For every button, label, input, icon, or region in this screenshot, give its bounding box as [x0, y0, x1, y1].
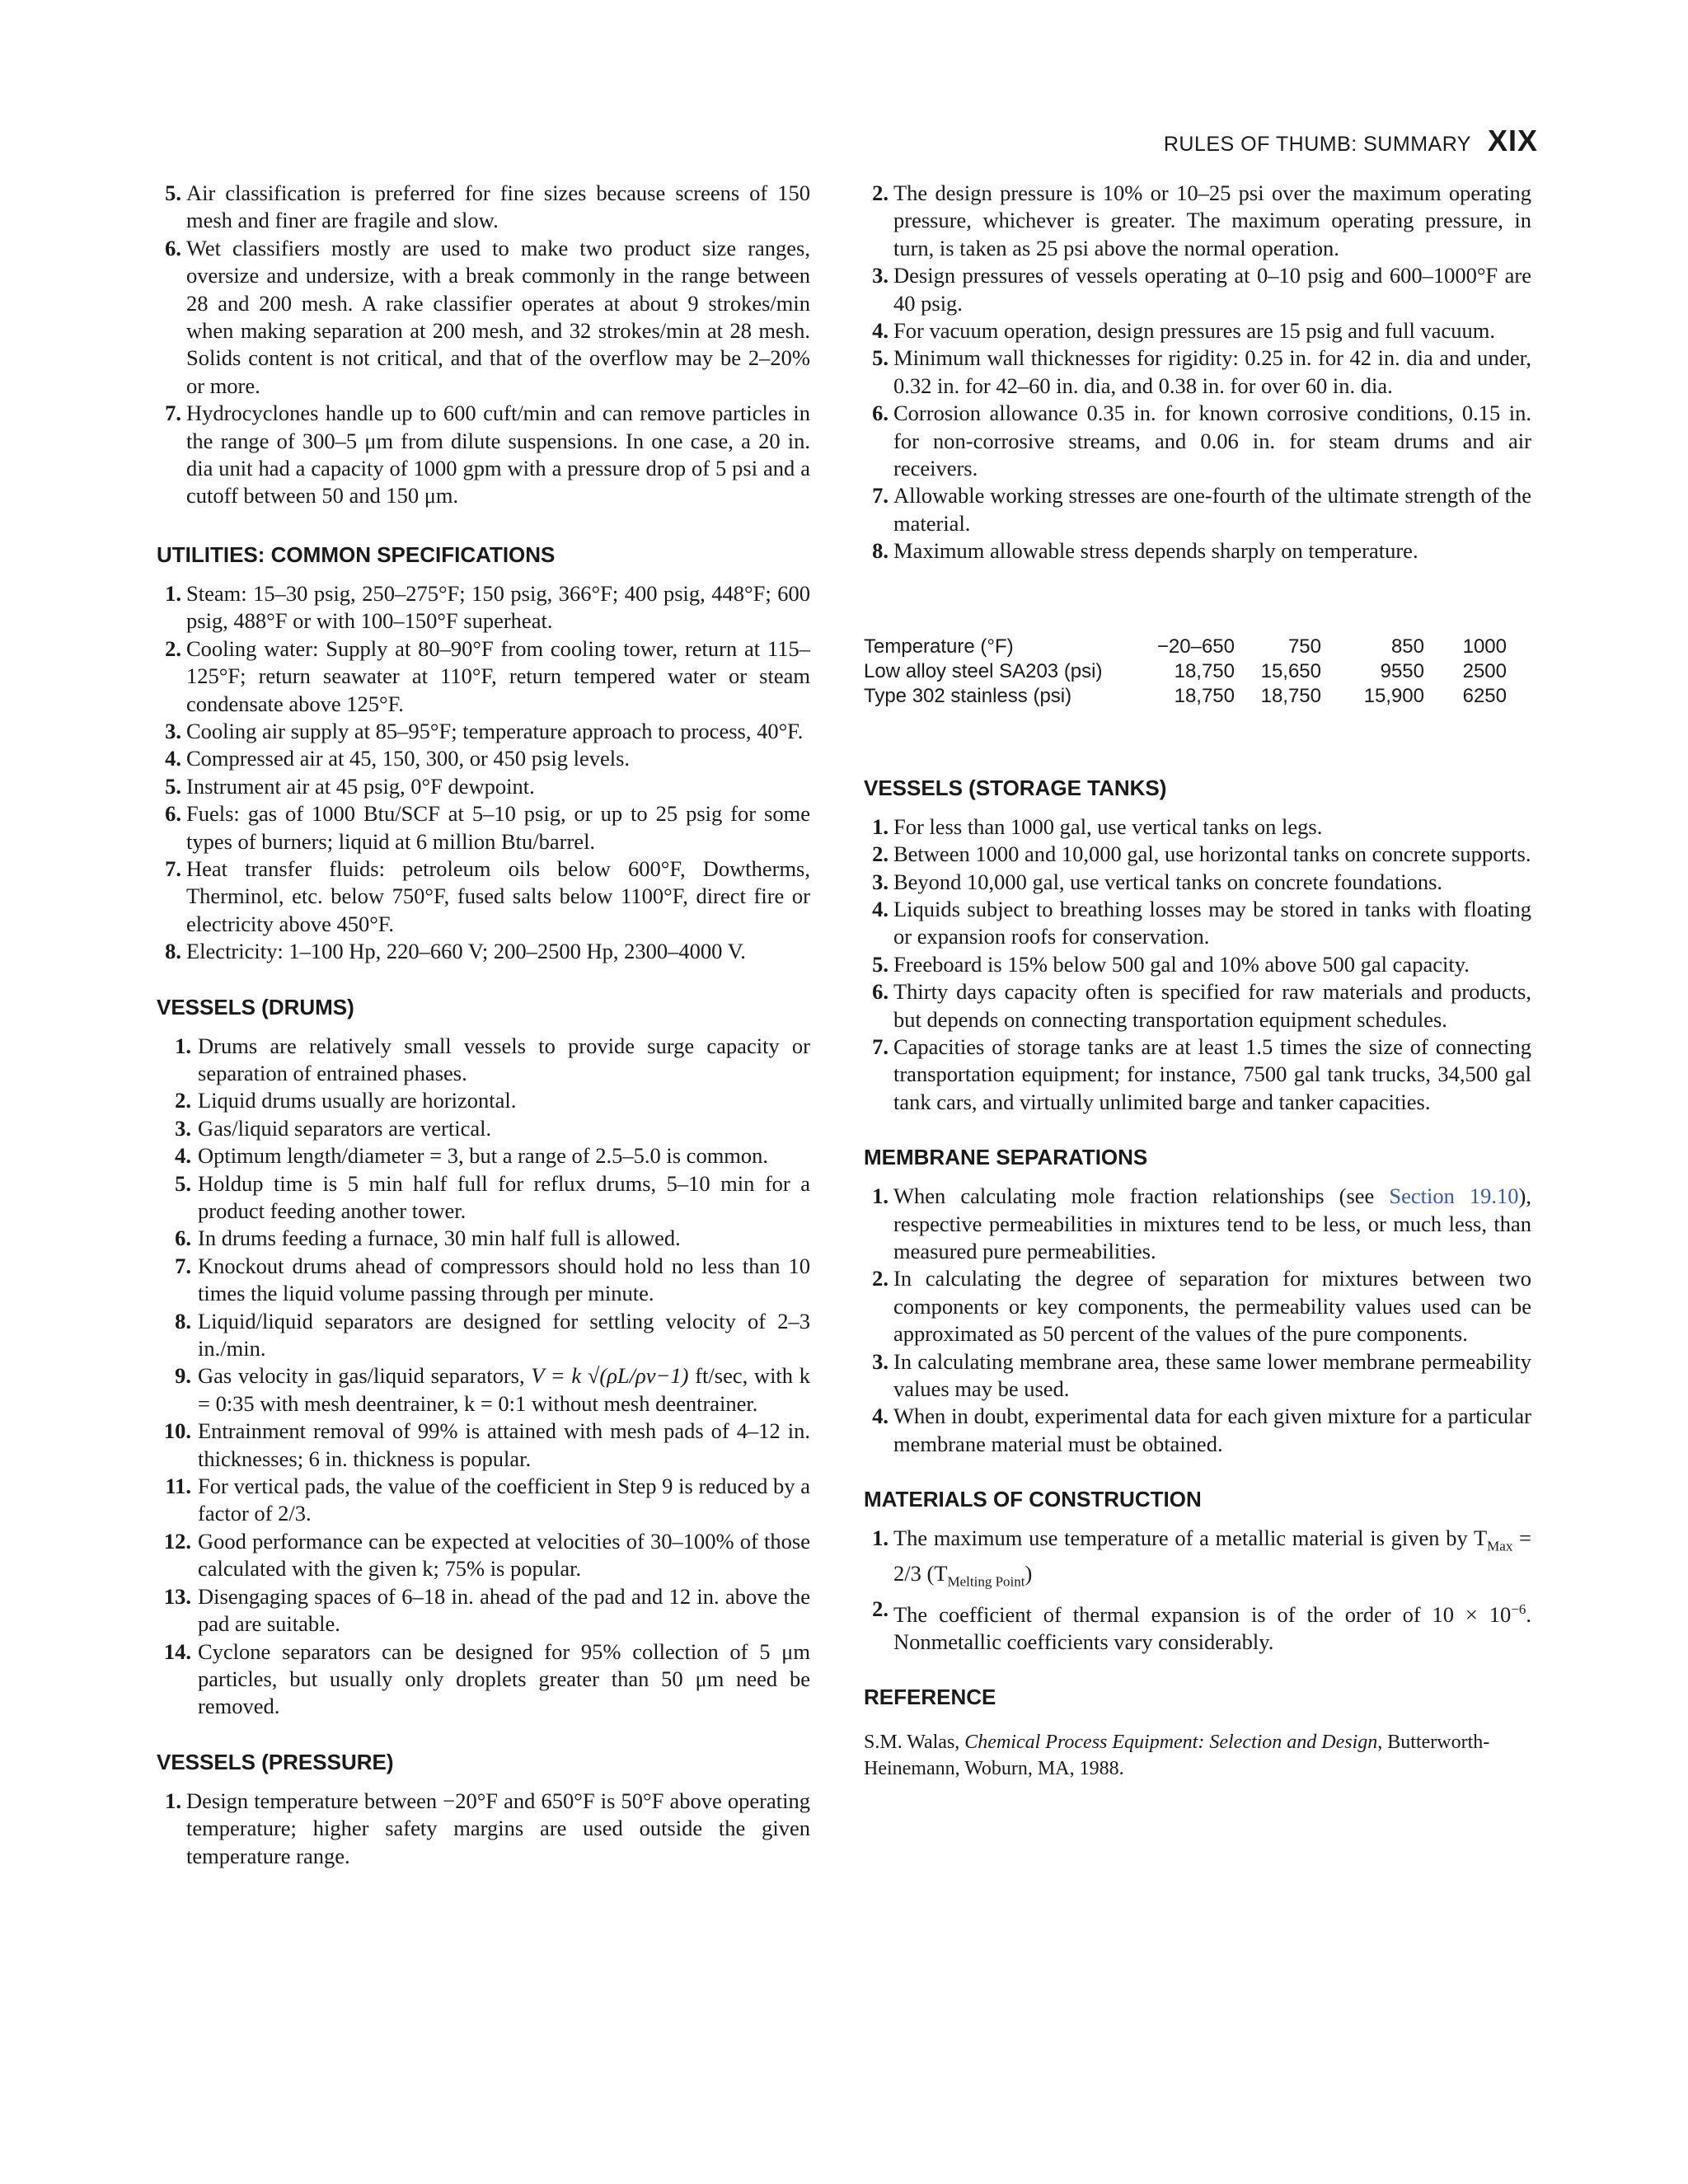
list-item: 1. Drums are relatively small vessels to provide surge capacity or separation of entrained phases.: [175, 1033, 810, 1085]
list-item: 2. Cooling water: Supply at 80–90°F from cooling tower, return at 115–125°F; return seawater at 110°F, return tempered water or steam condensate above 125°F.: [165, 635, 810, 716]
list-item: 7. Hydrocyclones handle up to 600 cuft/min and can remove particles in the range of 300–5 μm from dilute suspensions. In one case, a 20 in. dia unit had a capacity of 1000 gpm with a pressure drop of 5 psi and a cutoff between 50 and 150 μm.: [165, 401, 810, 509]
list-item: 6. In drums feeding a furnace, 30 min half full is allowed.: [175, 1226, 681, 1251]
list-item: 5. Minimum wall thicknesses for rigidity: 0.25 in. for 42 in. dia and under, 0.32 in. for 42–60 in. dia, and 0.38 in. for over 60 in. dia.: [872, 345, 1531, 398]
list-item: 11. For vertical pads, the value of the coefficient in Step 9 is reduced by a factor of 2/3.: [165, 1474, 810, 1526]
page-number: XIX: [1487, 124, 1538, 157]
list-item: 3. Cooling air supply at 85–95°F; temperature approach to process, 40°F.: [165, 718, 804, 743]
list-item: 1. The maximum use temperature of a metallic material is given by $T_{Max} = 2/3$ $(T_{Melting Point})$: [872, 1526, 1531, 1590]
section-heading-drums: VESSELS (DRUMS): [157, 994, 354, 1019]
section-heading-storage: VESSELS (STORAGE TANKS): [864, 775, 1167, 800]
list-item: 4. Optimum length/diameter = 3, but a range of 2.5–5.0 is common.: [175, 1143, 769, 1169]
materials-list: [864, 1525, 1531, 1656]
classification-list: [157, 180, 810, 510]
utilities-list: [157, 580, 810, 966]
gas-velocity-formula: V = k √(ρL/ρv−1): [531, 1363, 689, 1389]
list-item: 4. Compressed air at 45, 150, 300, or 450 psig levels.: [165, 746, 631, 771]
list-item: 13. Disengaging spaces of 6–18 in. ahead of the pad and 12 in. above the pad are suitable.: [163, 1583, 810, 1637]
drums-list: [157, 1033, 810, 1721]
section-heading-membrane: MEMBRANE SEPARATIONS: [864, 1145, 1148, 1170]
list-item: 8. Electricity: 1–100 Hp, 220–660 V; 200–2500 Hp, 2300–4000 V.: [165, 939, 746, 964]
list-item: 4. For vacuum operation, design pressures are 15 psig and full vacuum.: [872, 318, 1496, 344]
list-item: 8. Liquid/liquid separators are designed for settling velocity of 2–3 in./min.: [175, 1308, 810, 1361]
list-item: 12. Good performance can be expected at velocities of 30–100% of those calculated with the given k; 75% is popular.: [163, 1528, 810, 1582]
section-link[interactable]: Section 19.10: [1389, 1183, 1519, 1209]
list-item: 6. Thirty days capacity often is specified for raw materials and products, but depends on connecting transportation equipment schedules.: [872, 979, 1531, 1032]
section-heading-pressure: VESSELS (PRESSURE): [157, 1749, 394, 1774]
section-heading-materials: MATERIALS OF CONSTRUCTION: [864, 1487, 1202, 1512]
list-item: 1. For less than 1000 gal, use vertical tanks on legs.: [872, 813, 1323, 839]
list-item: 3. Beyond 10,000 gal, use vertical tanks on concrete foundations.: [872, 869, 1443, 894]
list-item: 10. Entrainment removal of 99% is attained with mesh pads of 4–12 in. thicknesses; 6 in. thickness is popular.: [163, 1418, 810, 1471]
list-item: 7. Allowable working stresses are one-fourth of the ultimate strength of the material.: [872, 483, 1531, 536]
running-header: [1164, 124, 1538, 158]
list-item: 5. Freeboard is 15% below 500 gal and 10% above 500 gal capacity.: [872, 951, 1470, 977]
list-item: 6. Corrosion allowance 0.35 in. for known corrosive conditions, 0.15 in. for non-corrosive streams, and 0.06 in. for steam drums and air receivers.: [872, 401, 1531, 481]
table-row: Temperature (°F) −20–650 750 850 1000: [864, 635, 1507, 658]
list-item: 7. Heat transfer fluids: petroleum oils below 600°F, Dowtherms, Therminol, etc. below 750°F, fused salts below 1100°F, direct fire or electricity above 450°F.: [165, 855, 810, 936]
list-item: 5. Holdup time is 5 min half full for reflux drums, 5–10 min for a product feeding another tower.: [175, 1170, 810, 1223]
list-item: 2. Between 1000 and 10,000 gal, use horizontal tanks on concrete supports.: [872, 841, 1531, 867]
section-heading-utilities: UTILITIES: COMMON SPECIFICATIONS: [157, 541, 556, 567]
section-heading-reference: REFERENCE: [864, 1685, 996, 1710]
list-item: 2. In calculating the degree of separation for mixtures between two components or key components, the permeability values used can be approximated as 50 percent of the values of the pure components.: [872, 1266, 1531, 1347]
pressure-list-continued: [864, 180, 1531, 565]
list-item: 8. Maximum allowable stress depends sharply on temperature.: [872, 538, 1418, 564]
list-item: 9. Gas velocity in gas/liquid separators, V = k √(ρL/ρv−1) ft/sec, with k = 0:35 with mesh deentrainer, k = 0:1 without mesh deentrainer.: [175, 1363, 811, 1416]
list-item: 2. The coefficient of thermal expansion is of the order of $10 \times 10^{-6}$. Nonmetallic coefficients vary considerably.: [872, 1596, 1531, 1654]
list-item: 1. When calculating mole fraction relationships (see Section 19.10), respective permeabilities in mixtures tend to be less, or much less, than measured pure permeabilities.: [872, 1183, 1531, 1263]
list-item: 4. Liquids subject to breathing losses may be stored in tanks with floating or expansion roofs for conservation.: [872, 896, 1531, 949]
reference-text: S.M. Walas, Chemical Process Equipment: Selection and Design, Butterworth-Heinemann, Woburn, MA, 1988.: [864, 1732, 1490, 1780]
list-item: 3. Design pressures of vessels operating at 0–10 psig and 600–1000°F are 40 psig.: [872, 263, 1531, 316]
table-row: Low alloy steel SA203 (psi) 18,750 15,650 9550 2500: [864, 659, 1507, 682]
list-item: 5. Air classification is preferred for fine sizes because screens of 150 mesh and finer are fragile and slow.: [165, 180, 810, 233]
list-item: 1. Design temperature between −20°F and 650°F is 50°F above operating temperature; higher safety margins are used outside the given temperature range.: [165, 1788, 810, 1868]
list-item: 3. In calculating membrane area, these same lower membrane permeability values may be used.: [872, 1348, 1531, 1401]
storage-list: [864, 813, 1531, 1116]
list-item: 2. Liquid drums usually are horizontal.: [175, 1088, 517, 1113]
list-item: 4. When in doubt, experimental data for each given mixture for a particular membrane material must be obtained.: [872, 1404, 1531, 1456]
list-item: 7. Knockout drums ahead of compressors should hold no less than 10 times the liquid volume passing through per minute.: [175, 1253, 810, 1306]
membrane-list: [864, 1183, 1531, 1458]
pressure-list: [157, 1788, 810, 1870]
list-item: 14. Cyclone separators can be designed for 95% collection of 5 μm particles, but usually only droplets greater than 50 μm need be removed.: [163, 1638, 810, 1719]
list-item: 5. Instrument air at 45 psig, 0°F dewpoint.: [165, 773, 535, 799]
table-row: Type 302 stainless (psi) 18,750 18,750 15,900 6250: [864, 684, 1507, 707]
list-item: 2. The design pressure is 10% or 10–25 psi over the maximum operating pressure, whichever is greater. The maximum operating pressure, in turn, is taken as 25 psi above the normal operation.: [872, 180, 1531, 260]
allowable-stress-table: [864, 635, 1507, 709]
list-item: 1. Steam: 15–30 psig, 250–275°F; 150 psig, 366°F; 400 psig, 448°F; 600 psig, 488°F or with 100–150°F superheat.: [165, 580, 810, 634]
list-item: 3. Gas/liquid separators are vertical.: [175, 1115, 492, 1141]
list-item: 7. Capacities of storage tanks are at least 1.5 times the size of connecting transportation equipment; for instance, 7500 gal tank trucks, 34,500 gal tank cars, and virtually unlimited barge and tanker capacities.: [872, 1033, 1531, 1114]
list-item: 6. Fuels: gas of 1000 Btu/SCF at 5–10 psig, or up to 25 psig for some types of burners; liquid at 6 million Btu/barrel.: [165, 801, 810, 854]
left-column: [157, 180, 810, 1870]
list-item: 6. Wet classifiers mostly are used to make two product size ranges, oversize and undersize, with a break commonly in the range between 28 and 200 mesh. A rake classifier operates at about 9 strokes/min when making separation at 200 mesh, and 32 strokes/min at 28 mesh. Solids content is not critical, and that of the overflow may be 2–20% or more.: [165, 235, 810, 398]
right-column: [864, 180, 1531, 1782]
running-title: RULES OF THUMB: SUMMARY: [1163, 133, 1471, 156]
